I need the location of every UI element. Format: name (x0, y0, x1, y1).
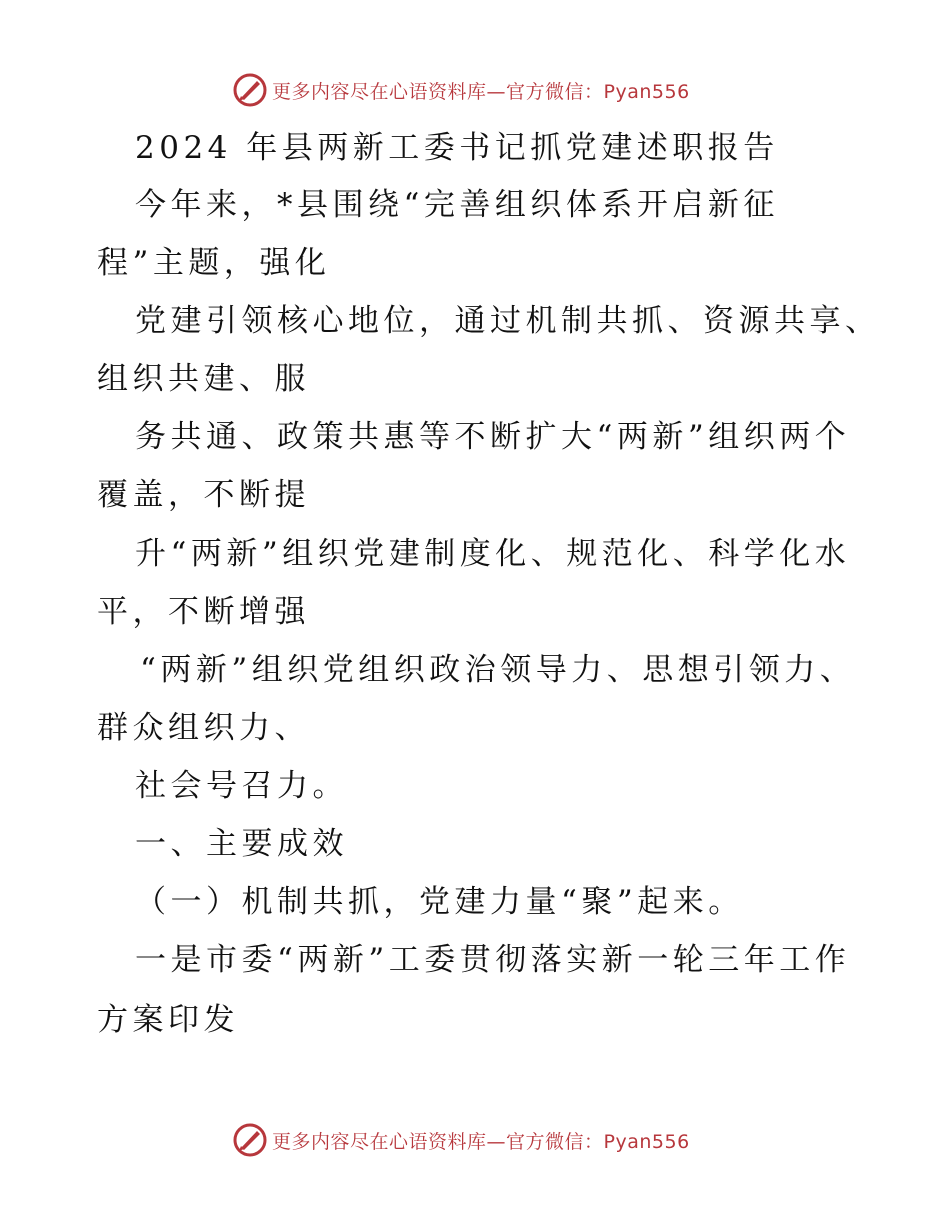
body-line-11: 社会号召力。 (135, 768, 348, 804)
body-line-8: 平，不断增强 (97, 594, 310, 630)
body-line-5: 务共通、政策共惠等不断扩大“两新”组织两个 (135, 419, 851, 455)
body-line-9: “两新”组织党组织政治领导力、思想引领力、 (140, 652, 856, 688)
body-line-13: 方案印发 (97, 1002, 239, 1038)
watermark-banner-bottom (232, 1120, 690, 1160)
body-line-12: 一是市委“两新”工委贯彻落实新一轮三年工作 (135, 942, 851, 978)
watermark-banner-top (232, 70, 690, 110)
body-line-3: 党建引领核心地位，通过机制共抓、资源共享、 (135, 303, 881, 339)
watermark-text: 更多内容尽在心语资料库—官方微信：Pyan556 (272, 80, 690, 103)
body-line-7: 升“两新”组织党建制度化、规范化、科学化水 (135, 536, 851, 572)
body-line-1: 今年来，*县围绕“完善组织体系开启新征 (135, 187, 779, 223)
watermark-text: 更多内容尽在心语资料库—官方微信：Pyan556 (272, 1130, 690, 1153)
body-line-6: 覆盖，不断提 (97, 477, 310, 513)
quill-seal-icon (232, 72, 268, 108)
body-line-10: 群众组织力、 (97, 710, 310, 746)
body-line-4: 组织共建、服 (97, 361, 310, 397)
document-title: 2024 年县两新工委书记抓党建述职报告 (135, 130, 779, 166)
section-heading: 一、主要成效 (135, 826, 348, 862)
quill-seal-icon (232, 1122, 268, 1158)
subsection-heading: （一）机制共抓，党建力量“聚”起来。 (135, 884, 744, 920)
body-line-2: 程”主题，强化 (97, 245, 331, 281)
